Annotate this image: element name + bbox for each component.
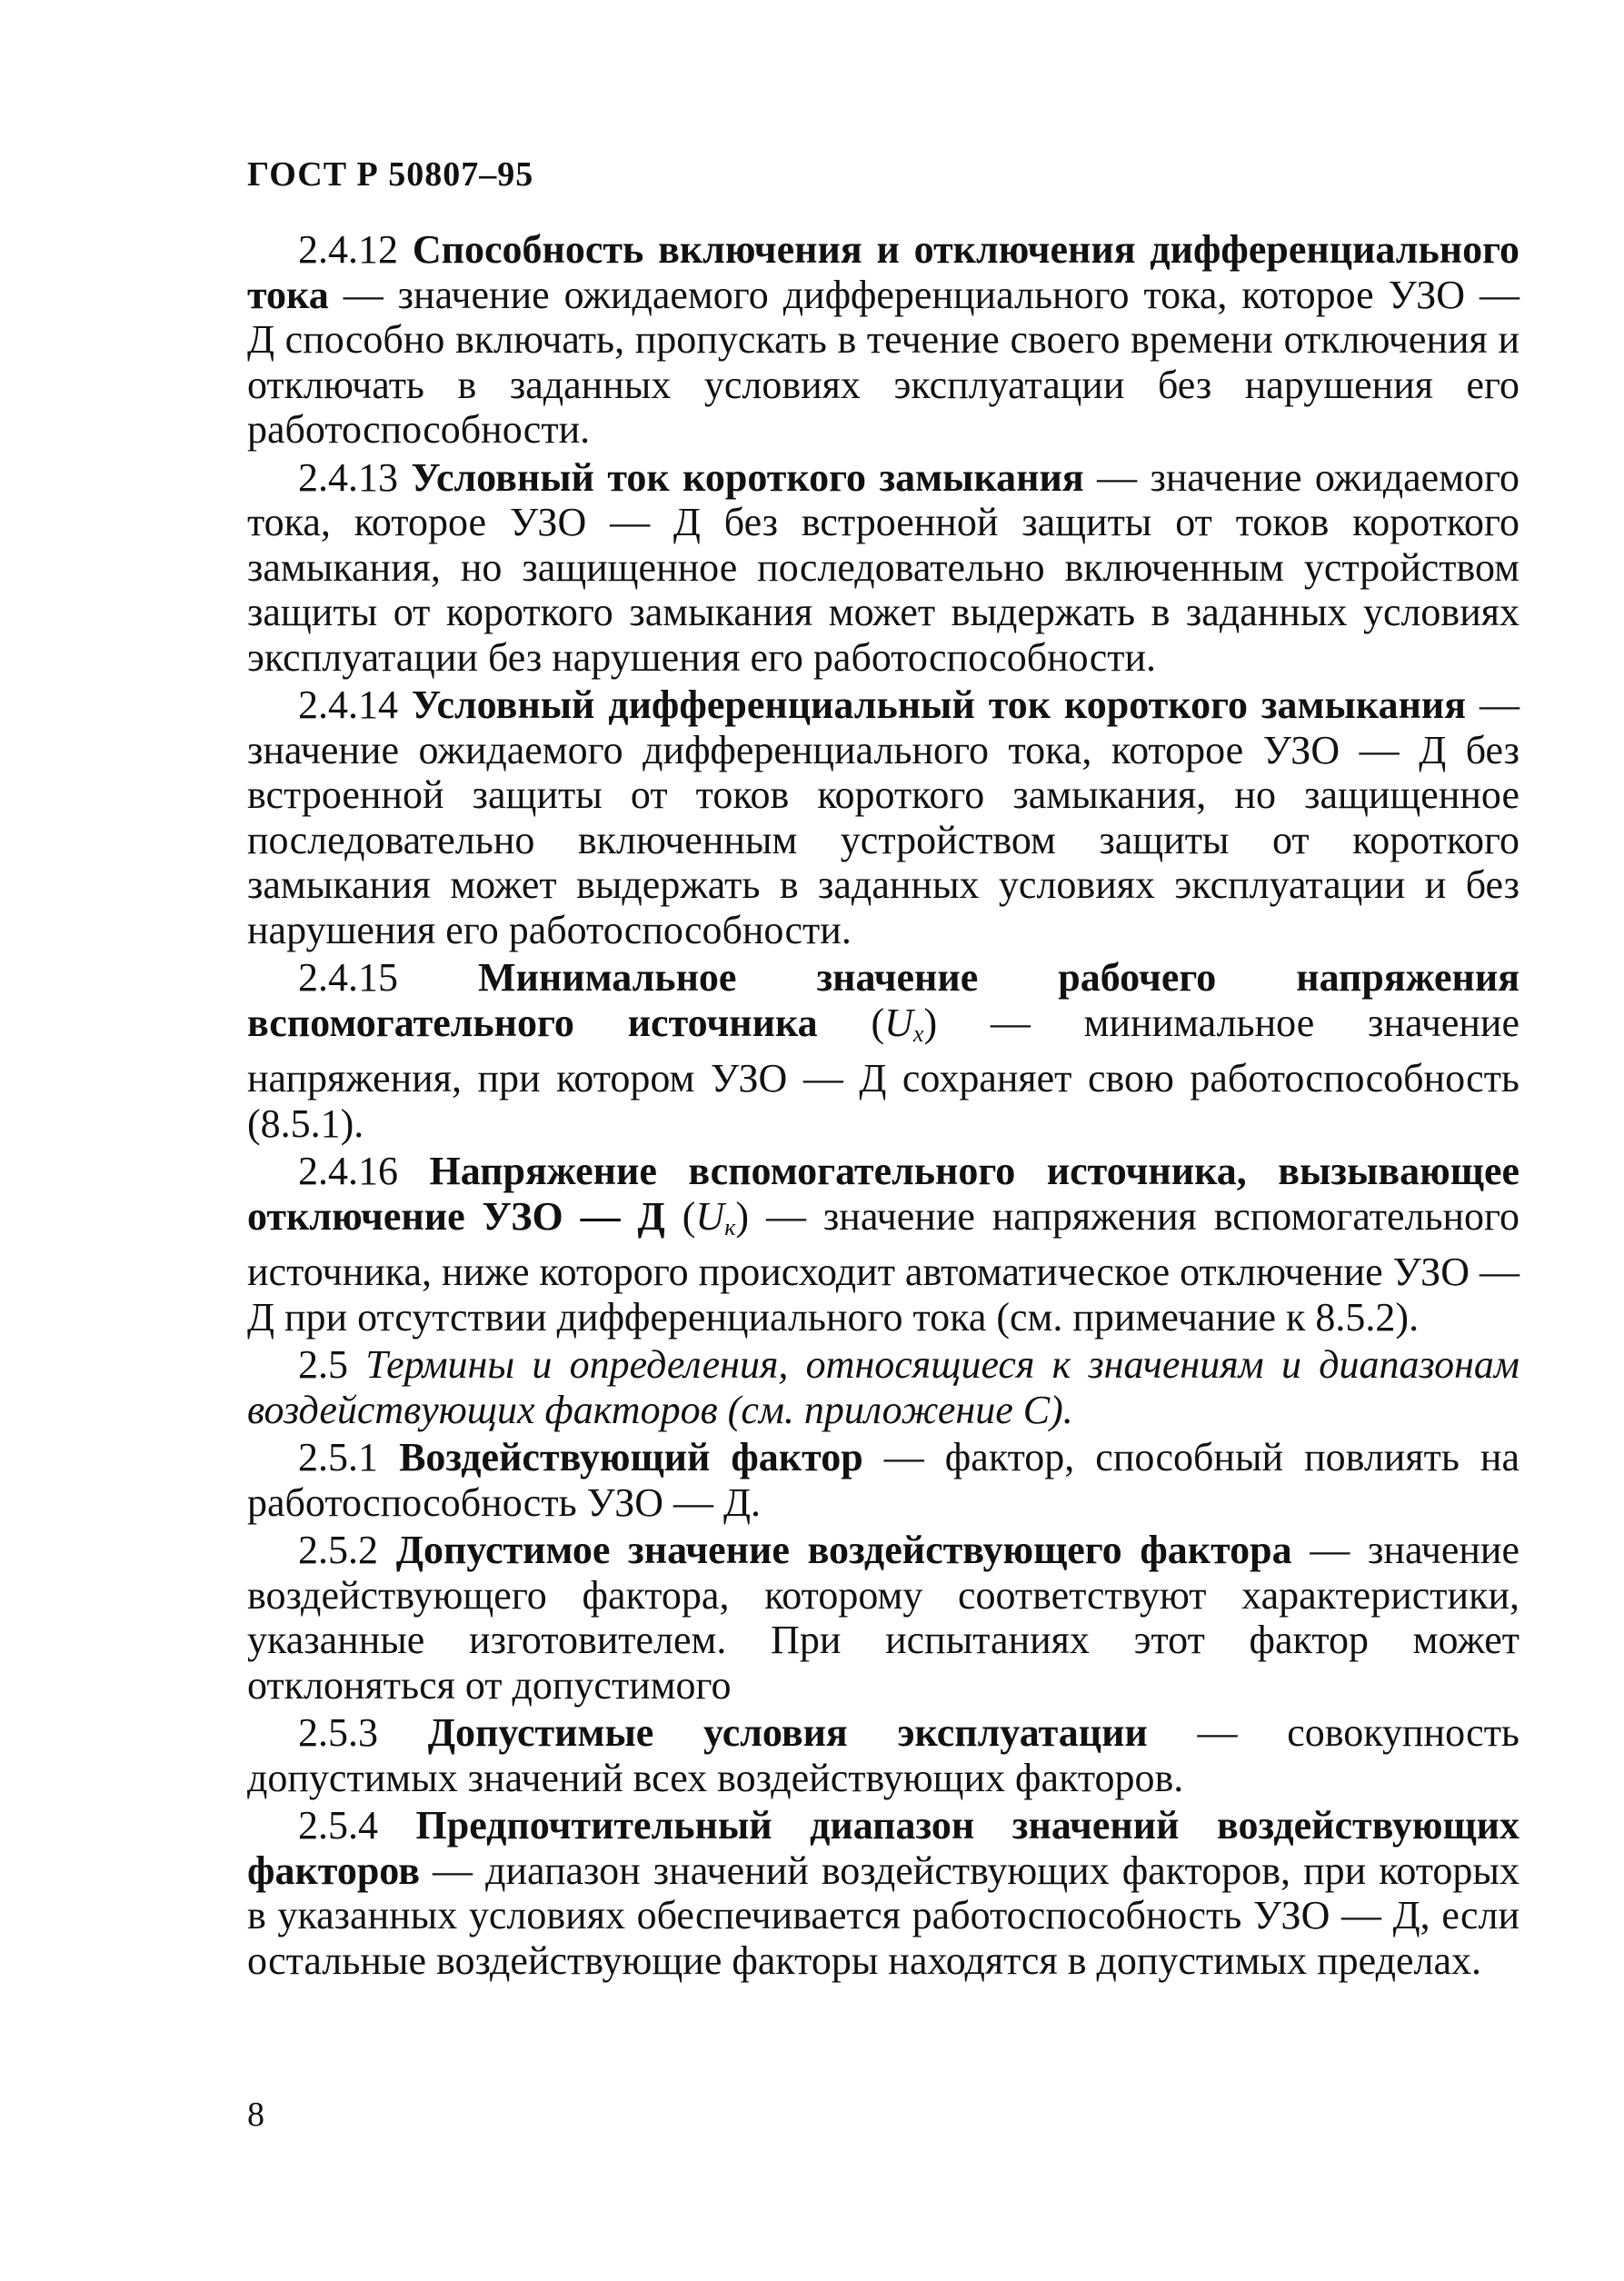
clause-term: Допустимое значение воздействующего фактора — [395, 1528, 1292, 1572]
clause-number: 2.5.2 — [298, 1528, 378, 1572]
clause-number: 2.4.14 — [298, 682, 398, 727]
clause-2-5-2 — [247, 1528, 1519, 1708]
clause-2-4-14 — [247, 682, 1519, 952]
clause-definition: — значение напряжения вспомогательного источника, ниже которого происходит автоматическое отключение УЗО — Д при отсутствии дифференциального тока (см. примечание к 8.5.2). — [247, 1193, 1520, 1340]
clause-2-4-16: 2.4.16 Напряжение вспомогательного источника, вызывающее отключение УЗО — Д $(U_к)$ — значение напряжения вспомогательного источника, ниже которого происходит автоматическое отключение УЗО — Д при отсутствии дифференциального тока (см. примечание к 8.5.2). — [247, 1149, 1520, 1340]
clause-definition: — значение воздействующего фактора, которому соответствуют характеристики, указанные изготовителем. При испытаниях этот фактор может отклоняться от допустимого — [247, 1528, 1520, 1708]
clause-number: 2.4.16 — [298, 1149, 398, 1193]
clause-term: Минимальное значение рабочего напряжения вспомогательного источника — [247, 955, 1519, 1045]
clause-2-5-1 — [247, 1435, 1519, 1525]
clause-definition: — значение ожидаемого тока, которое УЗО — Д без встроенной защиты от токов короткого замыкания, но защищенное последовательно включенным устройством защиты от короткого замыкания может выдержать в заданных условиях эксплуатации без нарушения его работоспособности. — [247, 454, 1519, 680]
clause-number: 2.5 — [298, 1342, 348, 1387]
clause-term: Условный дифференциальный ток короткого замыкания — [411, 682, 1467, 727]
clause-2-4-12 — [247, 227, 1519, 453]
clause-2-5-4 — [247, 1803, 1519, 1983]
clause-definition: — диапазон значений воздействующих факторов, при которых в указанных условиях обеспечивается работоспособность УЗО — Д, если остальные воздействующие факторы находятся в допустимых пределах. — [247, 1848, 1519, 1983]
clause-symbol: U — [884, 1000, 913, 1045]
clause-definition: — значение ожидаемого дифференциального тока, которое УЗО — Д без встроенной защиты от токов короткого замыкания, но защищенное последовательно включенным устройством защиты от короткого замыкания может выдержать в заданных условиях эксплуатации и без нарушения его работоспособности. — [247, 682, 1519, 952]
clause-definition: — фактор, способный повлиять на работоспособность УЗО — Д. — [247, 1435, 1520, 1525]
clause-symbol: U — [695, 1193, 725, 1239]
clause-number: 2.5.3 — [298, 1710, 378, 1755]
clause-term: Условный ток короткого замыкания — [411, 454, 1084, 500]
clause-symbol-subscript: x — [912, 1020, 924, 1047]
document-header: ГОСТ Р 50807–95 — [247, 155, 534, 194]
clause-definition: — совокупность допустимых значений всех воздействующих факторов. — [247, 1710, 1519, 1800]
clause-number: 2.4.13 — [298, 454, 398, 500]
clause-number: 2.5.1 — [298, 1435, 378, 1479]
clause-2-4-15: 2.4.15 Минимальное значение рабочего напряжения вспомогательного источника $(U_x)$ — минимальное значение напряжения, при котором УЗО — Д сохраняет свою работоспособность (8.5.1). — [247, 955, 1519, 1146]
clause-term: Способность включения и отключения дифференциального тока — [247, 227, 1519, 317]
clause-symbol-subscript: к — [724, 1213, 736, 1240]
clause-2-5 — [247, 1342, 1519, 1432]
clause-number: 2.4.12 — [298, 227, 398, 272]
clause-term: Воздействующий фактор — [399, 1435, 863, 1479]
clause-2-5-3 — [247, 1710, 1519, 1800]
clause-definition: — минимальное значение напряжения, при котором УЗО — Д сохраняет свою работоспособность (8.5.1). — [247, 1000, 1519, 1146]
section-heading-italic: Термины и определения, относящиеся к значениям и диапазонам воздействующих факторов (см. приложение С). — [247, 1342, 1519, 1432]
clause-definition: — значение ожидаемого дифференциального тока, которое УЗО — Д способно включать, пропускать в течение своего времени отключения и отключать в заданных условиях эксплуатации без нарушения его работоспособности. — [247, 272, 1519, 452]
clause-number: 2.4.15 — [298, 955, 398, 1000]
clause-term: Допустимые условия эксплуатации — [427, 1710, 1148, 1755]
page-number: 8 — [247, 2096, 264, 2134]
document-body — [247, 227, 1519, 1986]
clause-term: Напряжение вспомогательного источника, вызывающее отключение УЗО — Д — [247, 1149, 1520, 1239]
clause-term: Предпочтительный диапазон значений воздействующих факторов — [247, 1803, 1519, 1893]
clause-number: 2.5.4 — [298, 1803, 378, 1848]
clause-2-4-13 — [247, 455, 1519, 681]
